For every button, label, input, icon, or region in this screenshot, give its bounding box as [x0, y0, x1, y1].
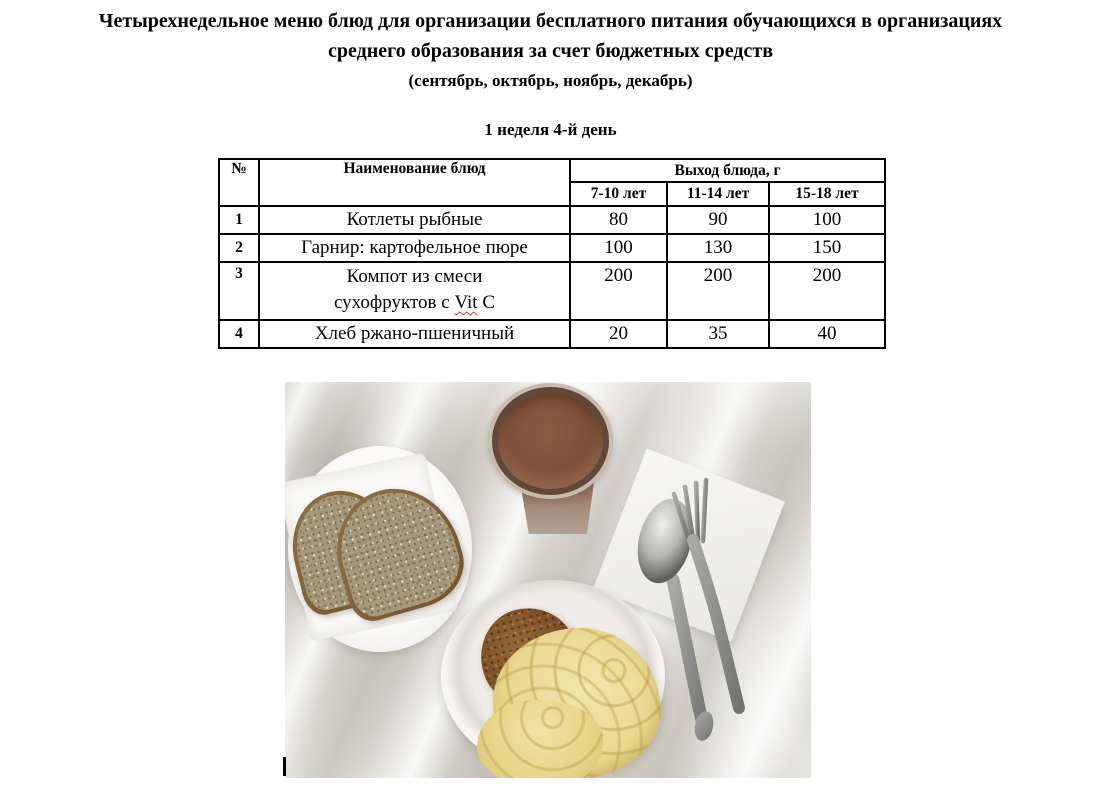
col-header-age-7-10: 7-10 лет: [570, 182, 667, 206]
table-row: [219, 234, 885, 262]
dish-weight-7-10: 80: [570, 206, 667, 234]
row-number: 4: [219, 320, 259, 348]
spellcheck-marked-word: Vit: [454, 292, 478, 313]
col-header-age-11-14: 11-14 лет: [667, 182, 769, 206]
page-title-line-1: Четырехнедельное меню блюд для организации бесплатного питания обучающихся в организациях: [98, 10, 1003, 32]
col-header-age-15-18: 15-18 лет: [769, 182, 885, 206]
dish-weight-15-18: 150: [769, 234, 885, 262]
dish-weight-15-18: 200: [769, 262, 885, 320]
col-header-number: №: [219, 159, 259, 206]
mashed-potatoes-scoop: [477, 700, 603, 778]
dish-weight-7-10: 20: [570, 320, 667, 348]
dish-weight-7-10: 200: [570, 262, 667, 320]
page-title-line-2: среднего образования за счет бюджетных средств: [328, 40, 773, 62]
dish-name-line-2: [262, 290, 567, 316]
table-header-row: [219, 159, 885, 182]
dish-weight-11-14: 90: [667, 206, 769, 234]
page-title-months: (сентябрь, октябрь, ноябрь, декабрь): [408, 71, 693, 90]
dish-name: Котлеты рыбные: [259, 206, 570, 234]
dish-name: Хлеб ржано-пшеничный: [259, 320, 570, 348]
dish-name: Гарнир: картофельное пюре: [259, 234, 570, 262]
table-row: [219, 262, 885, 320]
table-row: [219, 206, 885, 234]
dish-weight-11-14: 35: [667, 320, 769, 348]
dish-weight-7-10: 100: [570, 234, 667, 262]
dish-weight-11-14: 200: [667, 262, 769, 320]
week-day-subtitle: 1 неделя 4-й день: [484, 120, 617, 139]
menu-table: [218, 158, 886, 349]
compote-glass: [488, 383, 613, 499]
dish-name-line-1: Компот из смеси: [346, 266, 483, 287]
dish-name-line-2-text: сухофруктов с: [333, 292, 455, 313]
text-cursor: [283, 757, 286, 776]
col-header-output: Выход блюда, г: [570, 159, 885, 182]
dish-weight-15-18: 100: [769, 206, 885, 234]
dish-name: [259, 262, 570, 320]
table-row: [219, 320, 885, 348]
meal-photo: [285, 382, 811, 778]
row-number: 3: [219, 262, 259, 320]
dish-name-line-2-tail: C: [477, 292, 496, 313]
compote-liquid: [498, 393, 603, 489]
row-number: 1: [219, 206, 259, 234]
dish-weight-15-18: 40: [769, 320, 885, 348]
document-header: [0, 0, 1101, 142]
col-header-dish-name: Наименование блюд: [259, 159, 570, 206]
dish-weight-11-14: 130: [667, 234, 769, 262]
row-number: 2: [219, 234, 259, 262]
